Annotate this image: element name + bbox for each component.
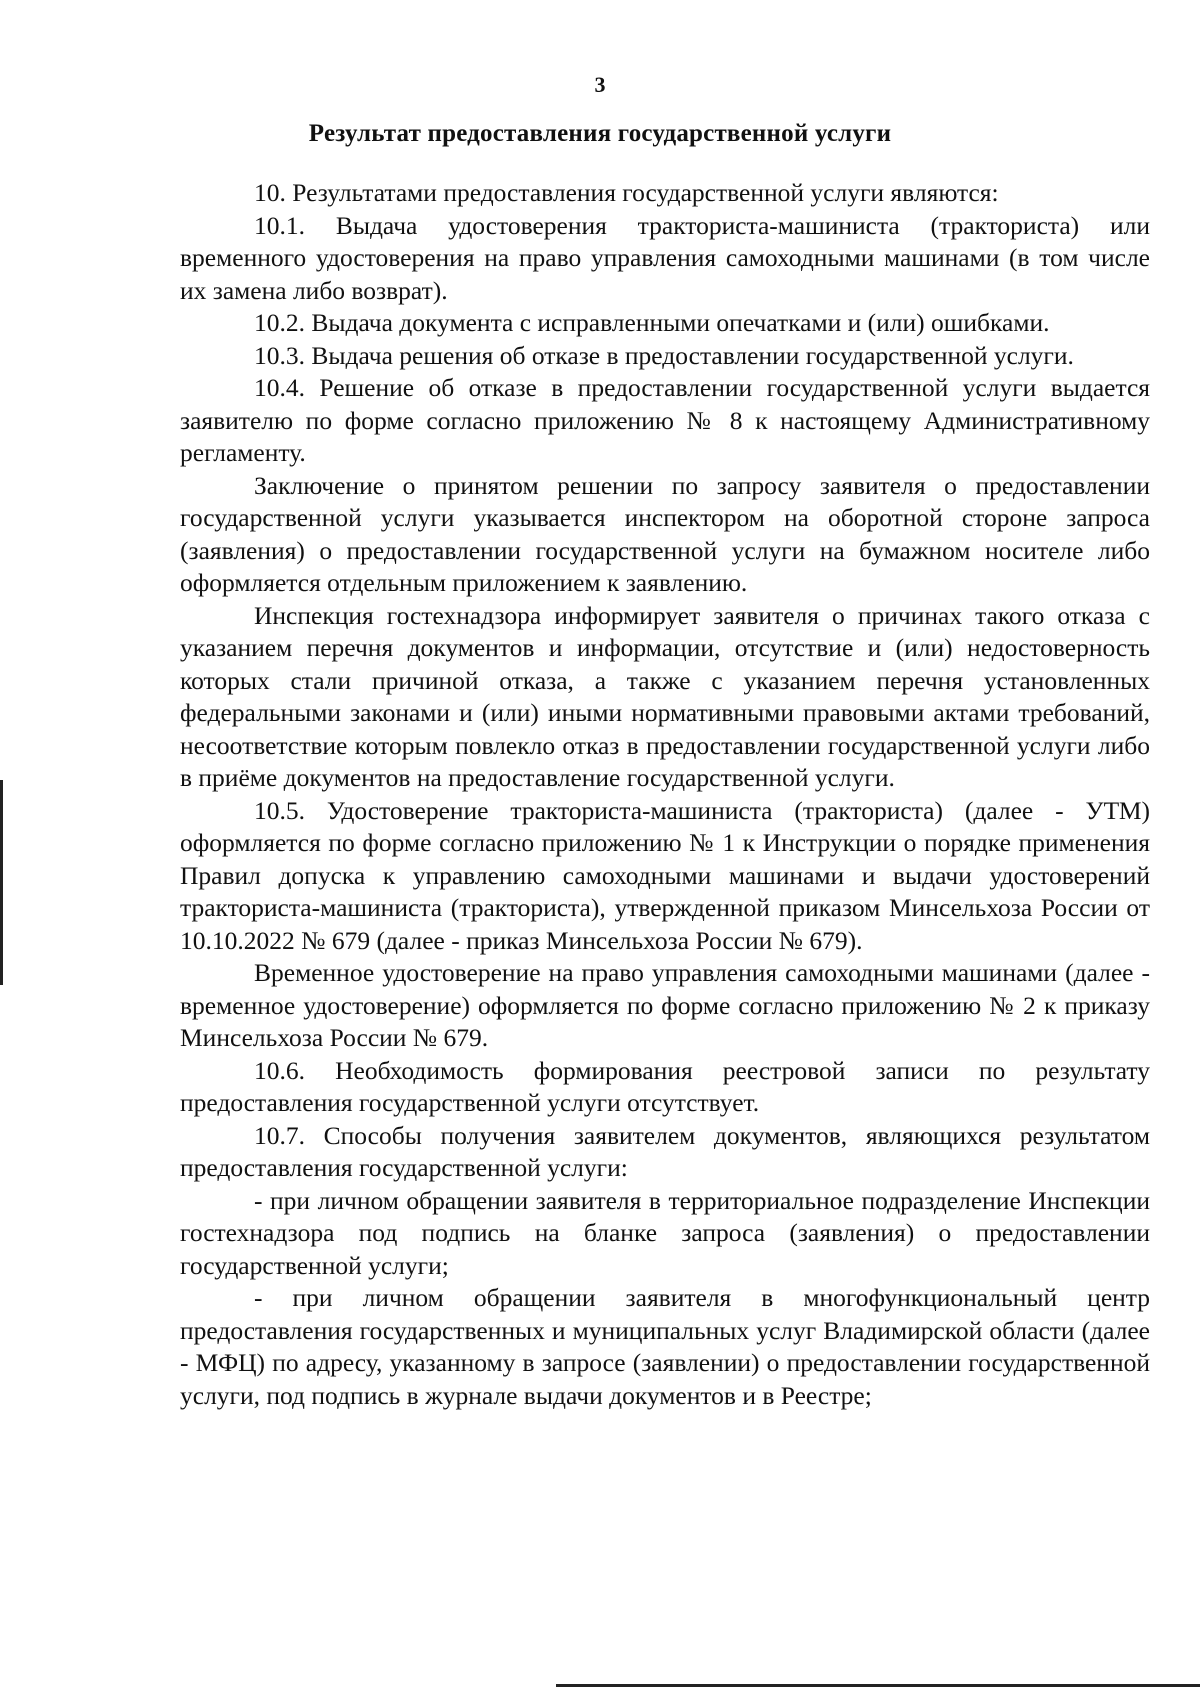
paragraph-inspection-informs: Инспекция гостехнадзора информирует заявителя о причинах такого отказа с указанием перечня документов и информации, отсутствие и (или) недостоверность которых стали причиной отказа, а также с указанием перечня установленных федеральными законами и (или) иными нормативными правовыми актами требований, несоответствие которым повлекло отказ в предоставлении государственной услуги либо в приёме документов на предоставление государственной услуги. <box>180 600 1150 792</box>
bottom-rule <box>556 1684 1200 1687</box>
paragraph-10-1: 10.1. Выдача удостоверения тракториста-машиниста (тракториста) или временного удостоверения на право управления самоходными машинами (в том числе их замена либо возврат). <box>180 210 1150 305</box>
paragraph-10-2: 10.2. Выдача документа с исправленными опечатками и (или) ошибками. <box>254 308 1050 337</box>
paragraph-10: 10. Результатами предоставления государственной услуги являются: <box>254 178 999 207</box>
paragraph-10-6: 10.6. Необходимость формирования реестровой записи по результату предоставления государственной услуги отсутствует. <box>180 1055 1150 1117</box>
paragraph-10-7: 10.7. Способы получения заявителем документов, являющихся результатом предоставления государственной услуги: <box>180 1120 1150 1182</box>
page-number: 3 <box>594 72 606 97</box>
section-heading: Результат предоставления государственной услуги <box>308 120 892 147</box>
paragraph-10-4: 10.4. Решение об отказе в предоставлении государственной услуги выдается заявителю по форме согласно приложению № 8 к настоящему Административному регламенту. <box>180 373 1150 467</box>
paragraph-10-5: 10.5. Удостоверение тракториста-машиниста (тракториста) (далее - УТМ) оформляется по форме согласно приложению № 1 к Инструкции о порядке применения Правил допуска к управлению самоходными машинами и выдачи удостоверений тракториста-машиниста (тракториста), утвержденной приказом Минсельхоза России от 10.10.2022 № 679 (далее - приказ Минсельхоза России № 679). <box>180 795 1150 955</box>
document-body <box>180 177 1150 1412</box>
list-item-personal-mfc: - при личном обращении заявителя в многофункциональный центр предоставления государственных и муниципальных услуг Владимирской области (далее - МФЦ) по адресу, указанному в запросе (заявлении) о предоставлении государственной услуги, под подпись в журнале выдачи документов и в Реестре; <box>180 1283 1150 1410</box>
paragraph-temporary-certificate: Временное удостоверение на право управления самоходными машинами (далее - временное удостоверение) оформляется по форме согласно приложению № 2 к приказу Минсельхоза России № 679. <box>180 958 1150 1052</box>
list-item-personal-inspection: - при личном обращении заявителя в территориальное подразделение Инспекции гостехнадзора под подпись на бланке запроса (заявления) о предоставлении государственной услуги; <box>180 1185 1150 1280</box>
scan-edge-mark <box>0 780 3 985</box>
paragraph-conclusion: Заключение о принятом решении по запросу заявителя о предоставлении государственной услуги указывается инспектором на оборотной стороне запроса (заявления) о предоставлении государственной услуги на бумажном носителе либо оформляется отдельным приложением к заявлению. <box>180 470 1150 597</box>
paragraph-10-3: 10.3. Выдача решения об отказе в предоставлении государственной услуги. <box>254 340 1074 370</box>
